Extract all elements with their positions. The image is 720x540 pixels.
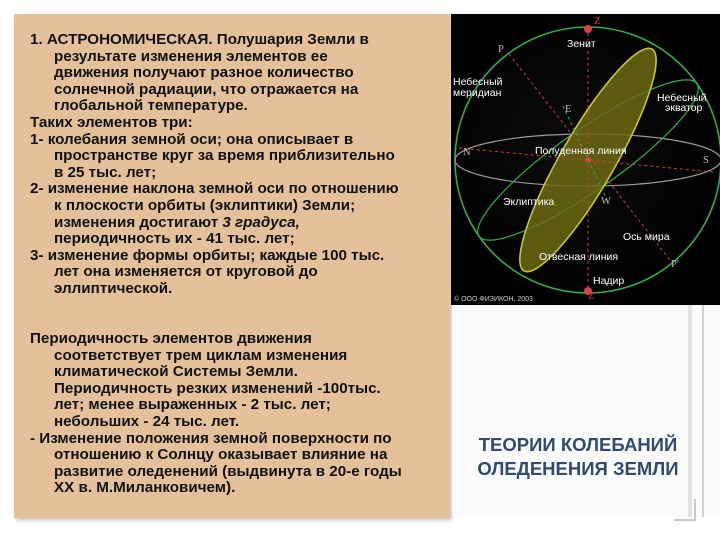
nadir-z-label: Z' <box>588 291 597 302</box>
text-panel <box>14 14 450 518</box>
text-line: солнечной радиации, что отражается на <box>54 80 359 98</box>
nadir-label: Надир <box>593 275 625 287</box>
celestial-equator-label: экватор <box>665 102 703 114</box>
p-label: P <box>498 44 504 55</box>
text-line: развитие оледенений (выдвинута в 20-е годы <box>54 462 402 480</box>
text-line: эллиптической. <box>54 279 173 297</box>
ecliptic-label: Эклиптика <box>503 196 555 208</box>
text-fragment: изменения достигают <box>54 213 223 231</box>
text-line: движения получают разное количество <box>54 64 354 82</box>
text-line <box>30 215 448 232</box>
decorative-line <box>688 305 692 517</box>
south-s-label: S <box>703 155 709 166</box>
title-line: ОЛЕДЕНЕНИЯ ЗЕМЛИ <box>477 458 679 479</box>
text-line: - Изменение положения земной поверхности по <box>30 429 392 447</box>
zenith-label: Зенит <box>567 38 596 50</box>
noon-line-label: Полуденная линия <box>535 145 627 157</box>
text-line: отношению к Солнцу оказывает влияние на <box>54 446 388 464</box>
celestial-sphere-diagram <box>451 14 720 305</box>
paragraph-astronomical <box>30 32 448 298</box>
text-line: соответствует трем циклам изменения <box>54 346 348 364</box>
text-line: климатической Системы Земли. <box>54 363 298 381</box>
text-emphasis: 3 градуса, <box>222 213 300 231</box>
zenith-z-label: Z <box>594 16 601 27</box>
text-line: небольших - 24 тыс. лет. <box>54 412 240 430</box>
slide-title <box>458 433 698 481</box>
text-line: лет она изменяется от круговой до <box>54 263 318 281</box>
title-line: ТЕОРИИ КОЛЕБАНИЙ <box>478 434 678 455</box>
center-marker <box>586 158 591 163</box>
p-prime-label: P' <box>671 259 679 270</box>
celestial-equator-label: Небесный <box>657 92 707 104</box>
text-line: глобальной температуре. <box>54 97 248 115</box>
text-line: 3- изменение формы орбиты; каждые 100 тыс. <box>30 246 385 264</box>
text-line: пространстве круг за время приблизительно <box>54 147 395 165</box>
celestial-meridian-label: меридиан <box>453 87 502 99</box>
celestial-meridian-label: Небесный <box>453 76 503 88</box>
world-axis-label: Ось мира <box>623 231 670 243</box>
text-line: 2- изменение наклона земной оси по отношению <box>30 180 399 198</box>
text-line: к плоскости орбиты (эклиптики) Земли; <box>54 196 356 214</box>
text-line: периодичность их - 41 тыс. лет; <box>54 230 295 248</box>
decorative-frame <box>452 305 720 517</box>
decorative-line <box>702 305 704 517</box>
text-line: лет; менее выраженных - 2 тыс. лет; <box>54 396 331 414</box>
text-line: результате изменения элементов ее <box>54 47 328 65</box>
text-line: 1- колебания земной оси; она описывает в <box>30 130 354 148</box>
text-line: Таких элементов три: <box>30 113 193 131</box>
zenith-marker <box>584 25 592 33</box>
paragraph-periodicity <box>30 331 450 497</box>
north-n-label: N <box>463 147 471 158</box>
celestial-sphere-svg <box>451 14 720 305</box>
decorative-corner <box>674 499 696 521</box>
text-line: Периодичность резких изменений -100тыс. <box>54 379 381 397</box>
west-w-label: W <box>601 196 611 207</box>
plumb-line-label: Отвесная линия <box>539 251 619 263</box>
text-line: 1. АСТРОНОМИЧЕСКАЯ. Полушария Земли в <box>30 31 369 48</box>
text-line: XX в. М.Миланковичем). <box>54 479 236 497</box>
copyright-label: © ООО ФИЗИКОН, 2003 <box>454 296 533 303</box>
text-line: Периодичность элементов движения <box>30 330 312 347</box>
east-e-label: E <box>565 104 572 115</box>
text-line: в 25 тыс. лет; <box>54 163 157 181</box>
